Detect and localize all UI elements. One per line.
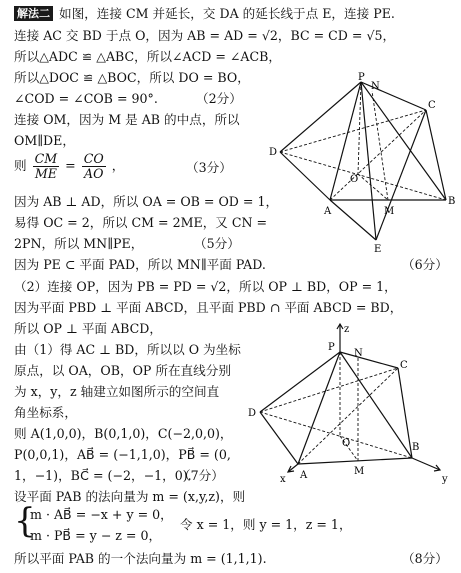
line-19: 角坐标系， bbox=[14, 405, 77, 420]
label-n: N bbox=[371, 81, 380, 92]
label-n2: N bbox=[354, 348, 363, 359]
line-16: 由（1）得 AC ⊥ BD，所以以 O 为坐标 bbox=[14, 342, 241, 357]
fraction-co-ao: $\frac{CO}{AO}$ bbox=[83, 151, 104, 181]
line-21: P(0,0,1)，AB⃗ = (−1,1,0)，PB⃗ = (0, bbox=[14, 447, 231, 462]
line-18: 为 x，y，z 轴建立如图所示的空间直 bbox=[14, 384, 220, 399]
system-brace: { bbox=[14, 501, 36, 541]
label-a2: A bbox=[300, 470, 308, 481]
score-2: （2分） bbox=[196, 91, 242, 106]
line-12: 因为 PE ⊂ 平面 PAD，所以 MN∥平面 PAD. bbox=[14, 257, 266, 272]
score-5: （5分） bbox=[194, 236, 240, 251]
solution-tag: 解法二 bbox=[14, 6, 53, 21]
line-17: 原点，以 OA，OB，OP 所在直线分别 bbox=[14, 363, 231, 378]
line-20: 则 A(1,0,0)，B(0,1,0)，C(−2,0,0)， bbox=[14, 426, 233, 441]
line-23: 设平面 PAB 的法向量为 m = (x,y,z)，则 bbox=[14, 489, 246, 504]
label-o: O bbox=[350, 174, 359, 185]
label-y-axis: y bbox=[442, 474, 448, 485]
label-p2: P bbox=[328, 342, 335, 353]
line-15: 所以 OP ⊥ 平面 ABCD， bbox=[14, 321, 162, 336]
score-3: （3分） bbox=[186, 160, 232, 175]
line-3: 所以△ADC ≌ △ABC，所以∠ACD = ∠ACB， bbox=[14, 49, 282, 64]
line-9: 因为 AB ⊥ AD，所以 OA = OB = OD = 1， bbox=[14, 194, 279, 209]
label-d: D bbox=[269, 147, 278, 158]
label-a: A bbox=[324, 206, 332, 217]
line-5: ∠COD = ∠COB = 90°. bbox=[14, 91, 158, 106]
label-x-axis: x bbox=[280, 474, 286, 485]
line-8: 则 $\frac{CM}{ME}$ = $\frac{CO}{AO}$ ， bbox=[14, 151, 125, 181]
figure-1-pyramid bbox=[262, 70, 458, 258]
line-26: 所以平面 PAB 的一个法向量为 m = (1,1,1). bbox=[14, 551, 267, 566]
label-o2: O bbox=[342, 438, 351, 449]
line-22: 1，−1)，BC⃗ = (−2，−1，0). bbox=[14, 468, 192, 483]
figure-2-coordinate-pyramid bbox=[240, 322, 458, 488]
label-b: B bbox=[448, 196, 456, 207]
line-24: m · AB⃗ = −x + y = 0， bbox=[30, 507, 173, 522]
label-m: M bbox=[384, 206, 395, 217]
line-10: 易得 OC = 2，所以 CM = 2ME，又 CN = bbox=[14, 215, 268, 230]
score-6: （6分） bbox=[402, 257, 448, 272]
label-c2: C bbox=[400, 360, 408, 371]
label-e: E bbox=[374, 244, 382, 255]
line-24-tail: 令 x = 1，则 y = 1，z = 1， bbox=[180, 517, 352, 532]
label-p: P bbox=[358, 72, 365, 83]
line-2: 连接 AC 交 BD 于点 O，因为 AB = AD = √2，BC = CD = √5， bbox=[14, 28, 396, 43]
label-z-axis: z bbox=[344, 324, 350, 335]
line-11: 2PN，所以 MN∥PE， bbox=[14, 236, 144, 251]
label-d2: D bbox=[248, 408, 257, 419]
label-b2: B bbox=[412, 442, 420, 453]
score-7: （7分） bbox=[178, 468, 224, 483]
label-c: C bbox=[428, 100, 436, 111]
line-14: 因为平面 PBD ⊥ 平面 ABCD，且平面 PBD ∩ 平面 ABCD = BD， bbox=[14, 300, 403, 315]
score-8: （8分） bbox=[402, 551, 448, 566]
line-4: 所以△DOC ≌ △BOC，所以 DO = BO， bbox=[14, 70, 250, 85]
label-m2: M bbox=[354, 466, 365, 477]
line-6: 连接 OM，因为 M 是 AB 的中点，所以 bbox=[14, 112, 240, 127]
line-1: 解法二 如图，连接 CM 并延长，交 DA 的延长线于点 E，连接 PE. bbox=[14, 4, 395, 25]
fraction-cm-me: $\frac{CM}{ME}$ bbox=[34, 151, 58, 181]
line-13: （2）连接 OP，因为 PB = PD = √2，所以 OP ⊥ BD，OP = 1， bbox=[14, 279, 397, 294]
line-7: OM∥DE， bbox=[14, 133, 75, 148]
line-25: m · PB⃗ = y − z = 0， bbox=[30, 528, 162, 543]
